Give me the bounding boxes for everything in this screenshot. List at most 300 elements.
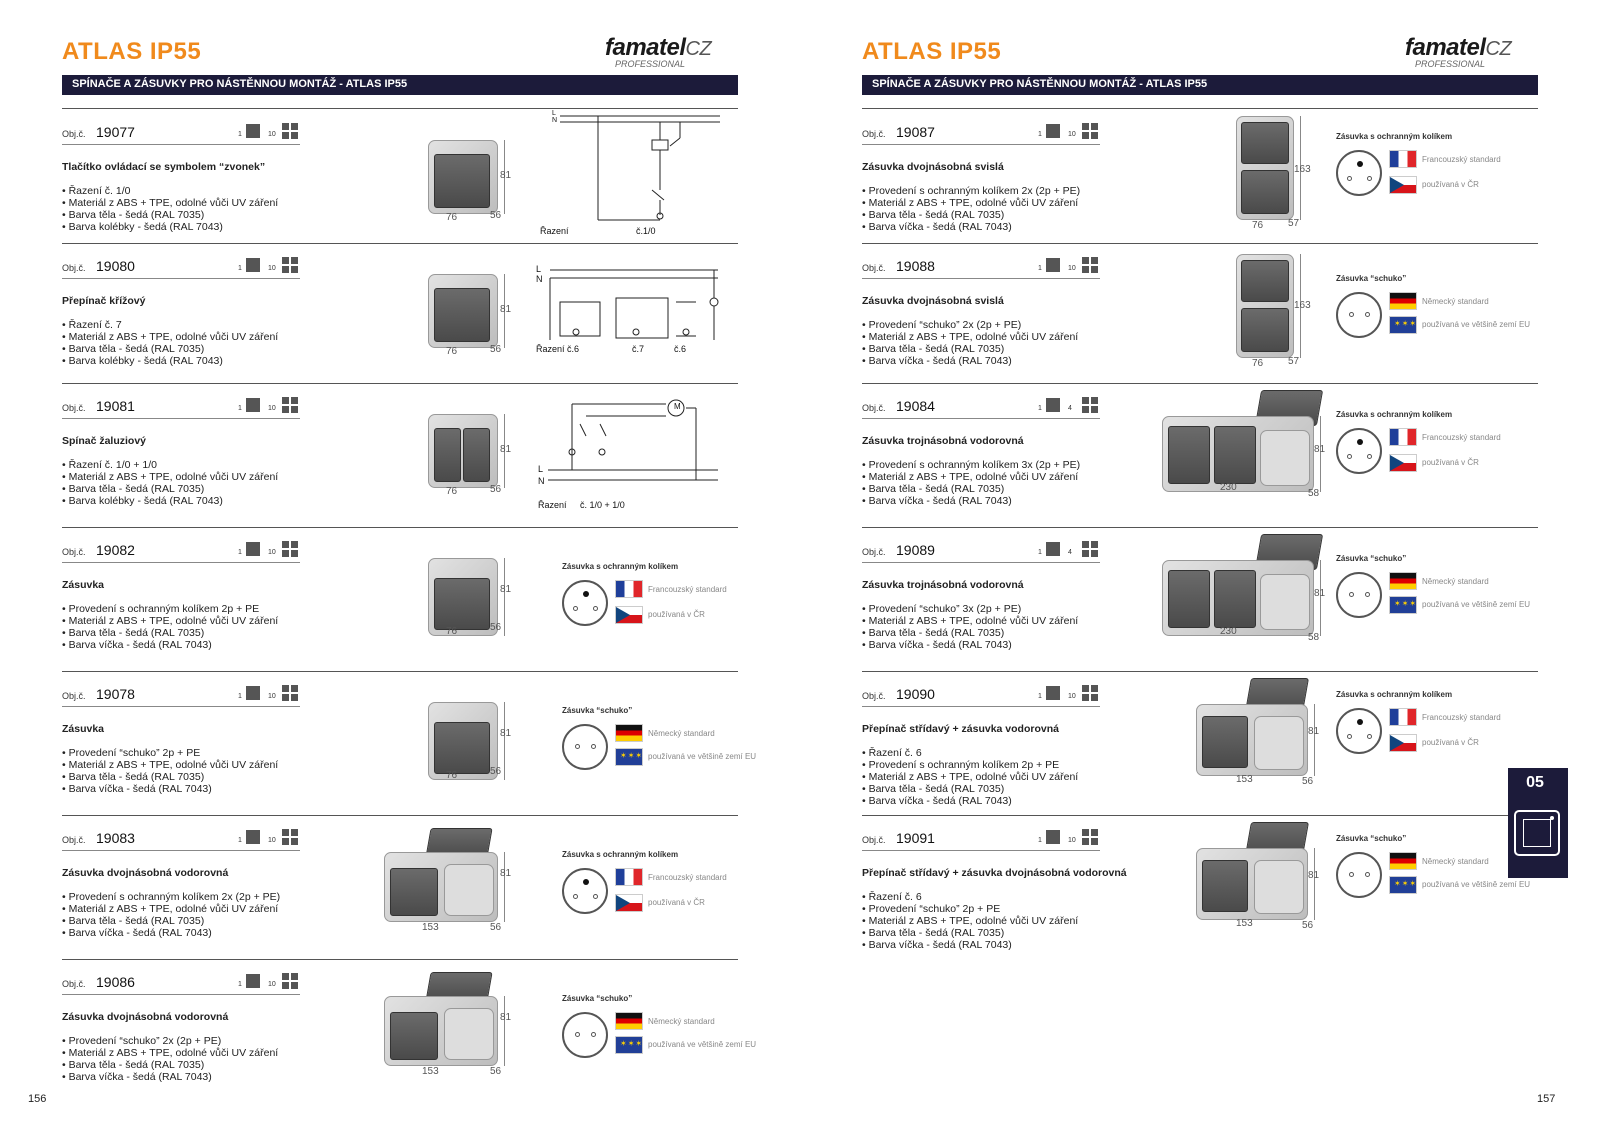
product-image-triple-socket (1158, 390, 1338, 516)
spec: • Barva víčka - šedá (RAL 7043) (62, 783, 278, 795)
obj-row (62, 685, 300, 707)
dim-depth: 56 (490, 210, 502, 221)
usage-label: používaná ve většině zemí EU (1422, 600, 1531, 609)
obj-number: 19087 (896, 124, 935, 140)
dim-depth: 56 (490, 484, 502, 495)
item-title: Přepínač střídavý + zásuvka dvojnásobná vodorovná (862, 867, 1127, 879)
motor-label: M (674, 402, 681, 411)
dim-height: 81 (500, 304, 512, 315)
usage-label: používaná ve většině zemí EU (1422, 320, 1531, 329)
spec: • Barva těla - šedá (RAL 7035) (62, 483, 278, 495)
spec: • Řazení č. 7 (62, 319, 278, 331)
pack-multi: 4 (1068, 405, 1072, 412)
czech-flag-icon (615, 606, 643, 624)
socket-standard (1336, 554, 1536, 634)
spec: • Barva víčka - šedá (RAL 7043) (62, 639, 278, 651)
multi-box-icon (1082, 829, 1098, 845)
dim-width: 153 (1236, 774, 1253, 785)
germany-flag-icon (1389, 852, 1417, 870)
usage-label: používaná ve většině zemí EU (648, 1040, 757, 1049)
germany-flag-icon (1389, 292, 1417, 310)
obj-row (62, 541, 300, 563)
france-flag-icon (1389, 708, 1417, 726)
obj-label: Obj.č. (62, 835, 86, 845)
pack-single: 1 (238, 981, 242, 988)
product-image-double-socket (380, 828, 520, 944)
single-box-icon (1046, 258, 1060, 272)
spec: • Řazení č. 6 (862, 747, 1078, 759)
spec: • Barva těla - šedá (RAL 7035) (62, 627, 278, 639)
spec: • Provedení “schuko” 2p + PE (862, 903, 1078, 915)
section-banner: SPÍNAČE A ZÁSUVKY PRO NÁSTĚNNOU MONTÁŽ - ATLAS IP55 (862, 75, 1538, 95)
multi-box-icon (1082, 257, 1098, 273)
spec: • Barva těla - šedá (RAL 7035) (862, 209, 1080, 221)
spec: • Materiál z ABS + TPE, odolné vůči UV záření (62, 903, 280, 915)
socket-caption: Zásuvka “schuko” (562, 706, 633, 715)
single-box-icon (246, 124, 260, 138)
famatel-logo (1405, 34, 1511, 69)
dim-depth: 56 (490, 344, 502, 355)
product-item (62, 110, 738, 244)
spec: • Barva víčka - šedá (RAL 7043) (62, 927, 280, 939)
spec-list (862, 185, 1080, 233)
dim-depth: 56 (490, 766, 502, 777)
wiring-diagram (536, 262, 736, 380)
socket-standard (1336, 274, 1536, 354)
usage-label: používaná ve většině zemí EU (1422, 880, 1531, 889)
dim-height: 81 (1314, 444, 1326, 455)
series-title: ATLAS IP55 (62, 38, 202, 65)
obj-label: Obj.č. (862, 129, 886, 139)
multi-box-icon (282, 685, 298, 701)
spec: • Provedení s ochranným kolíkem 2p + PE (62, 603, 278, 615)
wiring-diagram (540, 110, 740, 238)
product-item (62, 960, 757, 1088)
single-box-icon (246, 686, 260, 700)
spec: • Barva kolébky - šedá (RAL 7043) (62, 355, 278, 367)
obj-number: 19086 (96, 974, 135, 990)
dim-depth: 56 (1302, 776, 1314, 787)
spec: • Barva kolébky - šedá (RAL 7043) (62, 221, 278, 233)
item-title: Zásuvka trojnásobná vodorovná (862, 435, 1024, 447)
usage-label: používaná v ČR (1422, 738, 1479, 747)
pack-single: 1 (238, 549, 242, 556)
single-box-icon (1046, 686, 1060, 700)
multi-box-icon (282, 541, 298, 557)
spec-list (62, 185, 278, 233)
diagram-label: č.6 (674, 344, 687, 354)
single-box-icon (246, 398, 260, 412)
usage-label: používaná v ČR (1422, 180, 1479, 189)
pack-qty (1038, 829, 1102, 847)
spec: • Barva těla - šedá (RAL 7035) (62, 343, 278, 355)
standard-label: Francouzský standard (1422, 433, 1501, 442)
obj-label: Obj.č. (862, 403, 886, 413)
pack-qty (238, 397, 302, 415)
socket-caption: Zásuvka s ochranným kolíkem (562, 562, 679, 571)
obj-number: 19089 (896, 542, 935, 558)
spec-list (62, 603, 278, 651)
usage-label: používaná v ČR (648, 610, 705, 619)
diagram-l: L (536, 264, 542, 274)
pack-single: 1 (238, 693, 242, 700)
product-item (862, 244, 1538, 384)
product-item (62, 244, 738, 384)
spec-list (62, 319, 278, 367)
dim-height: 163 (1294, 300, 1311, 311)
page-number: 156 (28, 1093, 47, 1105)
spec: • Provedení “schuko” 2x (2p + PE) (62, 1035, 278, 1047)
spec: • Barva těla - šedá (RAL 7035) (862, 343, 1078, 355)
product-item (62, 672, 757, 816)
spec-list (62, 891, 280, 939)
spec: • Řazení č. 1/0 (62, 185, 278, 197)
french-socket-icon (1336, 150, 1382, 196)
single-box-icon (246, 830, 260, 844)
spec: • Provedení s ochranným kolíkem 2p + PE (862, 759, 1078, 771)
obj-label: Obj.č. (862, 547, 886, 557)
spec-list (862, 603, 1078, 651)
dim-width: 230 (1220, 482, 1237, 493)
eu-flag-icon (1389, 316, 1417, 334)
spec: • Materiál z ABS + TPE, odolné vůči UV záření (862, 915, 1078, 927)
multi-box-icon (1082, 123, 1098, 139)
item-title: Přepínač křížový (62, 295, 146, 307)
product-item (862, 384, 1538, 528)
spec: • Řazení č. 6 (862, 891, 1078, 903)
obj-row (862, 685, 1100, 707)
obj-number: 19091 (896, 830, 935, 846)
pack-multi: 10 (268, 549, 276, 556)
dim-width: 153 (422, 922, 439, 933)
eu-flag-icon (1389, 876, 1417, 894)
pack-qty (1038, 257, 1102, 275)
obj-label: Obj.č. (62, 979, 86, 989)
socket-standard (1336, 132, 1536, 212)
czech-flag-icon (1389, 454, 1417, 472)
dim-width: 76 (1252, 220, 1264, 231)
product-image-socket (424, 556, 514, 652)
spec: • Barva těla - šedá (RAL 7035) (862, 483, 1080, 495)
pack-qty (238, 123, 302, 141)
item-title: Zásuvka trojnásobná vodorovná (862, 579, 1024, 591)
single-box-icon (1046, 542, 1060, 556)
obj-label: Obj.č. (862, 691, 886, 701)
logo-cz: CZ (1485, 38, 1512, 60)
product-item (862, 816, 1538, 960)
chapter-number: 05 (1526, 774, 1544, 791)
french-socket-icon (1336, 428, 1382, 474)
diagram-label: č.7 (632, 344, 645, 354)
germany-flag-icon (1389, 572, 1417, 590)
pack-qty (1038, 397, 1102, 415)
pack-qty (1038, 541, 1102, 559)
spec: • Barva těla - šedá (RAL 7035) (62, 209, 278, 221)
obj-label: Obj.č. (62, 403, 86, 413)
pack-multi: 10 (1068, 837, 1076, 844)
product-image-switch (424, 138, 514, 228)
spec: • Materiál z ABS + TPE, odolné vůči UV záření (62, 471, 278, 483)
usage-label: používaná ve většině zemí EU (648, 752, 757, 761)
dim-height: 81 (1308, 870, 1320, 881)
dim-height: 81 (500, 444, 512, 455)
standard-label: Francouzský standard (648, 873, 727, 882)
schuko-socket-icon (1336, 852, 1382, 898)
germany-flag-icon (615, 1012, 643, 1030)
spec: • Materiál z ABS + TPE, odolné vůči UV záření (862, 331, 1078, 343)
diagram-n: N (538, 476, 545, 486)
product-image-socket (424, 700, 514, 796)
obj-row (62, 829, 300, 851)
page-right (800, 0, 1600, 1131)
pack-single: 1 (238, 265, 242, 272)
pack-multi: 10 (268, 837, 276, 844)
spec: • Materiál z ABS + TPE, odolné vůči UV záření (862, 197, 1080, 209)
spec-list (62, 747, 278, 795)
multi-box-icon (282, 973, 298, 989)
diagram-label: č.1/0 (636, 226, 656, 236)
france-flag-icon (615, 868, 643, 886)
dim-height: 81 (500, 170, 512, 181)
logo-sub: PROFESSIONAL (1415, 59, 1486, 69)
france-flag-icon (615, 580, 643, 598)
divider (862, 108, 1538, 109)
spec: • Barva víčka - šedá (RAL 7043) (62, 1071, 278, 1083)
obj-number: 19084 (896, 398, 935, 414)
standard-label: Německý standard (1422, 297, 1489, 306)
spec: • Materiál z ABS + TPE, odolné vůči UV záření (862, 471, 1080, 483)
diagram-l: L (552, 110, 556, 117)
france-flag-icon (1389, 428, 1417, 446)
spec-list (862, 891, 1078, 951)
spec: • Barva víčka - šedá (RAL 7043) (862, 221, 1080, 233)
obj-row (862, 257, 1100, 279)
pack-qty (1038, 685, 1102, 703)
schuko-socket-icon (1336, 572, 1382, 618)
pack-multi: 10 (268, 693, 276, 700)
eu-flag-icon (615, 748, 643, 766)
wiring-diagram (536, 390, 736, 518)
famatel-logo (605, 34, 711, 69)
item-title: Spínač žaluziový (62, 435, 147, 447)
dim-width: 76 (446, 212, 458, 223)
czech-flag-icon (1389, 176, 1417, 194)
pack-single: 1 (1038, 265, 1042, 272)
spec: • Materiál z ABS + TPE, odolné vůči UV záření (62, 759, 278, 771)
spec: • Barva těla - šedá (RAL 7035) (862, 927, 1078, 939)
dim-depth: 56 (490, 922, 502, 933)
socket-standard (562, 850, 742, 930)
socket-standard (1336, 410, 1536, 490)
logo-main: famatel (1405, 34, 1486, 61)
french-socket-icon (1336, 708, 1382, 754)
pack-multi: 10 (1068, 265, 1076, 272)
obj-row (62, 397, 300, 419)
dim-height: 81 (500, 868, 512, 879)
socket-caption: Zásuvka “schuko” (562, 994, 633, 1003)
obj-row (862, 397, 1100, 419)
socket-caption: Zásuvka s ochranným kolíkem (562, 850, 679, 859)
obj-number: 19080 (96, 258, 135, 274)
multi-box-icon (1082, 685, 1098, 701)
product-image-vertical-socket (1232, 116, 1332, 242)
obj-row (62, 257, 300, 279)
item-title: Zásuvka dvojnásobná vodorovná (62, 1011, 229, 1023)
spec-list (862, 319, 1078, 367)
dim-height: 81 (500, 728, 512, 739)
logo-cz: CZ (685, 38, 712, 60)
schuko-socket-icon (562, 724, 608, 770)
section-banner: SPÍNAČE A ZÁSUVKY PRO NÁSTĚNNOU MONTÁŽ - ATLAS IP55 (62, 75, 738, 95)
product-image-switch-socket (1192, 822, 1332, 948)
pack-single: 1 (238, 131, 242, 138)
french-socket-icon (562, 580, 608, 626)
spec-list (862, 747, 1078, 807)
spec: • Materiál z ABS + TPE, odolné vůči UV záření (62, 615, 278, 627)
spec: • Řazení č. 1/0 + 1/0 (62, 459, 278, 471)
spec: • Materiál z ABS + TPE, odolné vůči UV záření (62, 1047, 278, 1059)
spec: • Provedení s ochranným kolíkem 3x (2p + PE) (862, 459, 1080, 471)
dim-width: 76 (446, 486, 458, 497)
standard-label: Francouzský standard (1422, 155, 1501, 164)
spec: • Barva kolébky - šedá (RAL 7043) (62, 495, 278, 507)
multi-box-icon (282, 397, 298, 413)
pack-single: 1 (1038, 405, 1042, 412)
dim-depth: 56 (490, 622, 502, 633)
item-title: Zásuvka dvojnásobná svislá (862, 161, 1004, 173)
obj-number: 19082 (96, 542, 135, 558)
spec: • Barva těla - šedá (RAL 7035) (62, 771, 278, 783)
pack-qty (1038, 123, 1102, 141)
pack-qty (238, 829, 302, 847)
usage-label: používaná v ČR (1422, 458, 1479, 467)
dim-depth: 57 (1288, 218, 1300, 229)
schuko-socket-icon (562, 1012, 608, 1058)
product-item (862, 110, 1538, 244)
obj-row (862, 829, 1100, 851)
multi-box-icon (282, 257, 298, 273)
dim-height: 163 (1294, 164, 1311, 175)
socket-standard (562, 562, 742, 642)
obj-label: Obj.č. (62, 129, 86, 139)
eu-flag-icon (1389, 596, 1417, 614)
spec-list (862, 459, 1080, 507)
spec-list (62, 459, 278, 507)
obj-label: Obj.č. (862, 263, 886, 273)
product-image-double-socket (380, 972, 520, 1088)
diagram-label: Řazení (538, 500, 567, 510)
socket-standard (1336, 834, 1536, 914)
diagram-label: Řazení č.6 (536, 344, 580, 354)
pack-multi: 10 (268, 131, 276, 138)
spec: • Provedení s ochranným kolíkem 2x (2p + PE) (62, 891, 280, 903)
single-box-icon (246, 974, 260, 988)
obj-row (62, 123, 300, 145)
pack-multi: 10 (268, 265, 276, 272)
standard-label: Francouzský standard (648, 585, 727, 594)
standard-label: Francouzský standard (1422, 713, 1501, 722)
spec: • Barva víčka - šedá (RAL 7043) (862, 639, 1078, 651)
usage-label: používaná v ČR (648, 898, 705, 907)
item-title: Tlačítko ovládací se symbolem “zvonek” (62, 161, 266, 173)
diagram-n: N (552, 117, 558, 124)
dim-width: 76 (446, 770, 458, 781)
dim-width: 153 (422, 1066, 439, 1077)
pack-single: 1 (1038, 131, 1042, 138)
chapter-tab (1508, 768, 1568, 878)
series-title: ATLAS IP55 (862, 38, 1002, 65)
dim-depth: 58 (1308, 632, 1320, 643)
multi-box-icon (282, 123, 298, 139)
pack-multi: 10 (268, 981, 276, 988)
product-item (62, 816, 738, 960)
obj-label: Obj.č. (62, 263, 86, 273)
dim-height: 81 (500, 584, 512, 595)
product-image-switch (424, 272, 514, 362)
socket-caption: Zásuvka “schuko” (1336, 274, 1407, 283)
diagram-l: L (538, 464, 544, 474)
obj-number: 19088 (896, 258, 935, 274)
spec: • Barva těla - šedá (RAL 7035) (862, 627, 1078, 639)
obj-label: Obj.č. (862, 835, 886, 845)
eu-flag-icon (615, 1036, 643, 1054)
pack-single: 1 (238, 405, 242, 412)
obj-number: 19078 (96, 686, 135, 702)
single-box-icon (246, 258, 260, 272)
spec: • Barva víčka - šedá (RAL 7043) (862, 355, 1078, 367)
single-box-icon (1046, 830, 1060, 844)
product-item (862, 672, 1538, 816)
dim-height: 81 (1314, 588, 1326, 599)
spec: • Barva víčka - šedá (RAL 7043) (862, 795, 1078, 807)
socket-standard (562, 994, 757, 1074)
item-title: Zásuvka dvojnásobná vodorovná (62, 867, 229, 879)
pack-single: 1 (238, 837, 242, 844)
dim-width: 76 (446, 346, 458, 357)
dim-depth: 56 (490, 1066, 502, 1077)
dim-depth: 57 (1288, 356, 1300, 367)
standard-label: Německý standard (648, 729, 715, 738)
obj-label: Obj.č. (62, 691, 86, 701)
spec: • Provedení s ochranným kolíkem 2x (2p + PE) (862, 185, 1080, 197)
obj-row (862, 541, 1100, 563)
obj-number: 19081 (96, 398, 135, 414)
dim-height: 81 (500, 1012, 512, 1023)
product-item (862, 528, 1538, 672)
obj-row (862, 123, 1100, 145)
socket-caption: Zásuvka s ochranným kolíkem (1336, 410, 1453, 419)
pack-qty (238, 257, 302, 275)
product-image-vertical-socket (1232, 250, 1332, 376)
product-image-switch (424, 412, 514, 502)
multi-box-icon (1082, 541, 1098, 557)
standard-label: Německý standard (1422, 577, 1489, 586)
dim-depth: 58 (1308, 488, 1320, 499)
logo-main: famatel (605, 34, 686, 61)
pack-qty (238, 685, 302, 703)
pack-qty (238, 541, 302, 559)
logo-sub: PROFESSIONAL (615, 59, 686, 69)
czech-flag-icon (1389, 734, 1417, 752)
pack-single: 1 (1038, 549, 1042, 556)
socket-standard (562, 706, 757, 786)
socket-caption: Zásuvka s ochranným kolíkem (1336, 132, 1453, 141)
item-title: Zásuvka dvojnásobná svislá (862, 295, 1004, 307)
divider (62, 108, 738, 109)
dim-width: 230 (1220, 626, 1237, 637)
page-number: 157 (1537, 1093, 1556, 1105)
diagram-label: č. 1/0 + 1/0 (580, 500, 625, 510)
